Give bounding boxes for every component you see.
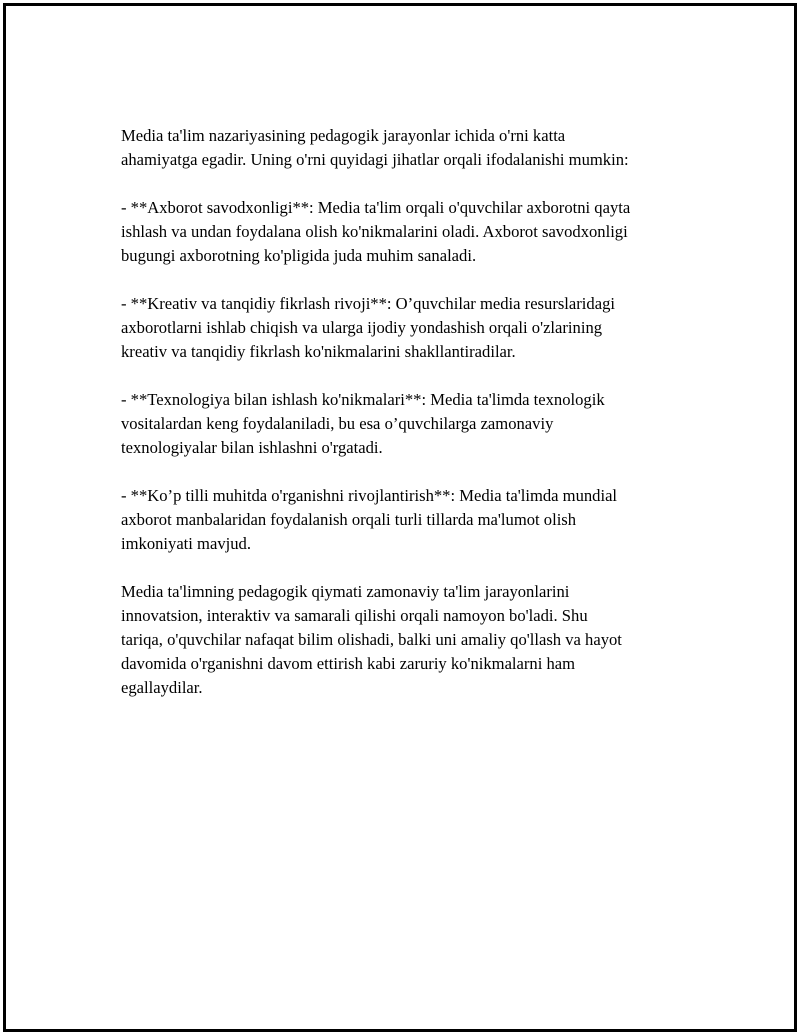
text-line: axborotlarni ishlab chiqish va ularga ijodiy yondashish orqali o'zlarining xyxy=(121,318,603,337)
text-line: texnologiyalar bilan ishlashni o'rgatadi. xyxy=(121,438,383,457)
paragraph-conclusion xyxy=(121,580,691,700)
paragraph-axborot-savodxonligi xyxy=(121,196,691,268)
text-line: bugungi axborotning ko'pligida juda muhim sanaladi. xyxy=(121,246,477,265)
text-line: innovatsion, interaktiv va samarali qilishi orqali namoyon bo'ladi. Shu xyxy=(121,606,588,625)
paragraph-kreativ-fikrlash xyxy=(121,292,691,364)
text-line: imkoniyati mavjud. xyxy=(121,534,251,553)
text-line: egallaydilar. xyxy=(121,678,203,697)
paragraph-kop-tilli-muhit xyxy=(121,484,691,556)
page-frame xyxy=(3,3,797,1032)
text-line: davomida o'rganishni davom ettirish kabi zaruriy ko'nikmalarni ham xyxy=(121,654,576,673)
text-line: Media ta'limning pedagogik qiymati zamonaviy ta'lim jarayonlarini xyxy=(121,582,570,601)
text-line: tariqa, o'quvchilar nafaqat bilim olishadi, balki uni amaliy qo'llash va hayot xyxy=(121,630,622,649)
text-line: axborot manbalaridan foydalanish orqali turli tillarda ma'lumot olish xyxy=(121,510,577,529)
text-line: - **Axborot savodxonligi**: Media ta'lim orqali o'quvchilar axborotni qayta xyxy=(121,198,631,217)
text-line: ishlash va undan foydalana olish ko'nikmalarini oladi. Axborot savodxonligi xyxy=(121,222,628,241)
text-line: vositalardan keng foydalaniladi, bu esa o’quvchilarga zamonaviy xyxy=(121,414,554,433)
paragraph-intro xyxy=(121,124,691,172)
text-line: - **Kreativ va tanqidiy fikrlash rivoji**: O’quvchilar media resurslaridagi xyxy=(121,294,615,313)
text-line: - **Ko’p tilli muhitda o'rganishni rivojlantirish**: Media ta'limda mundial xyxy=(121,486,618,505)
text-line: Media ta'lim nazariyasining pedagogik jarayonlar ichida o'rni katta xyxy=(121,126,566,145)
paragraph-texnologiya xyxy=(121,388,691,460)
document-body xyxy=(121,124,691,724)
text-line: kreativ va tanqidiy fikrlash ko'nikmalarini shakllantiradilar. xyxy=(121,342,516,361)
text-line: - **Texnologiya bilan ishlash ko'nikmalari**: Media ta'limda texnologik xyxy=(121,390,605,409)
text-line: ahamiyatga egadir. Uning o'rni quyidagi jihatlar orqali ifodalanishi mumkin: xyxy=(121,150,629,169)
